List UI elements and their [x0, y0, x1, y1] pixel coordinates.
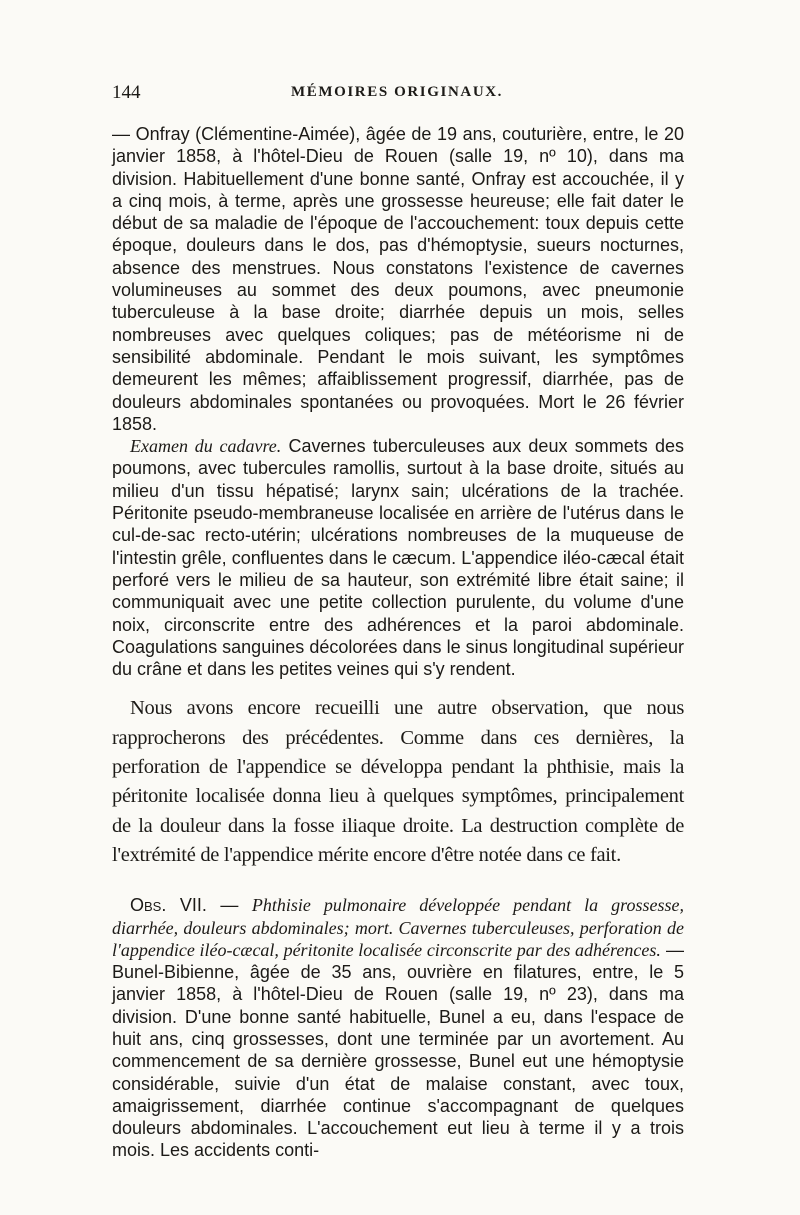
page-number: 144: [112, 82, 141, 103]
observation-dash: —: [206, 895, 252, 916]
observation-vii-paragraph: [112, 894, 684, 1162]
body-text: [112, 123, 684, 1162]
observation-label: Obs. VII.: [130, 895, 207, 916]
observation-text: — Bunel-Bibienne, âgée de 35 ans, ouvrière en filatures, entre, le 5 janvier 1858, à l'hôtel-Dieu de Rouen (salle 19, nº 23), dans ma division. D'une bonne santé habituelle, Bunel a eu, dans l'espace de huit ans, cinq grossesses, dont une terminée par un avortement. Au commencement de sa dernière grossesse, Bunel eut une hémoptysie considérable, suivie d'un état de malaise constant, avec toux, amaigrissement, diarrhée continue s'accompagnant de quelques douleurs abdominales. L'accouchement eut lieu à terme il y a trois mois. Les accidents conti-: [112, 939, 684, 1161]
commentary-paragraph: Nous avons encore recueilli une autre observation, que nous rapprocherons des précédentes. Comme dans ces dernières, la perforation de l'appendice se développa pendant la phthisie, mais la péritonite localisée donna lieu à quelques symptômes, principalement de la douleur dans la fosse iliaque droite. La destruction complète de l'extrémité de l'appendice mérite encore d'être notée dans ce fait.: [112, 697, 684, 866]
autopsy-paragraph: [112, 435, 684, 680]
running-title: MÉMOIRES ORIGINAUX.: [290, 84, 504, 100]
autopsy-text: Cavernes tuberculeuses aux deux sommets des poumons, avec tubercules ramollis, surtout à la base droite, situés au milieu d'un tissu hépatisé; larynx sain; ulcérations de la trachée. Péritonite pseudo-membraneuse localisée en arrière de l'utérus dans le cul-de-sac recto-utérin; ulcérations nombreuses de la muqueuse de l'intestin grêle, confluentes dans le cæcum. L'appendice iléo-cæcal était perforé vers le milieu de sa hauteur, son extrémité libre était saine; il communiquait avec une petite collection purulente, du volume d'une noix, circonscrite entre des adhérences et la paroi abdominale. Coagulations sanguines décolorées dans le sinus longitudinal supérieur du crâne et dans les petites veines qui s'y rendent.: [112, 436, 684, 680]
autopsy-label: Examen du cadavre.: [130, 436, 282, 457]
observation-summary: Phthisie pulmonaire développée pendant la grossesse, diarrhée, douleurs abdominales; mort. Cavernes tuberculeuses, perforation de l'appendice iléo-cæcal, péritonite localisée circonscrite par des adhérences.: [112, 895, 684, 960]
case-paragraph-onfray: — Onfray (Clémentine-Aimée), âgée de 19 ans, couturière, entre, le 20 janvier 1858, à l'hôtel-Dieu de Rouen (salle 19, nº 10), dans ma division. Habituellement d'une bonne santé, Onfray est accouchée, il y a cinq mois, à terme, après une grossesse heureuse; elle fait dater le début de sa maladie de l'époque de l'accouchement: toux depuis cette époque, douleurs dans le dos, pas d'hémoptysie, sueurs nocturnes, absence des menstrues. Nous constatons l'existence de cavernes volumineuses au sommet des deux poumons, avec pneumonie tuberculeuse à la base droite; diarrhée depuis un mois, selles nombreuses avec quelques coliques; pas de météorisme ni de sensibilité abdominale. Pendant le mois suivant, les symptômes demeurent les mêmes; affaiblissement progressif, diarrhée, pas de douleurs abdominales spontanées ou provoquées. Mort le 26 février 1858.: [112, 124, 684, 434]
page-header: [112, 82, 682, 106]
